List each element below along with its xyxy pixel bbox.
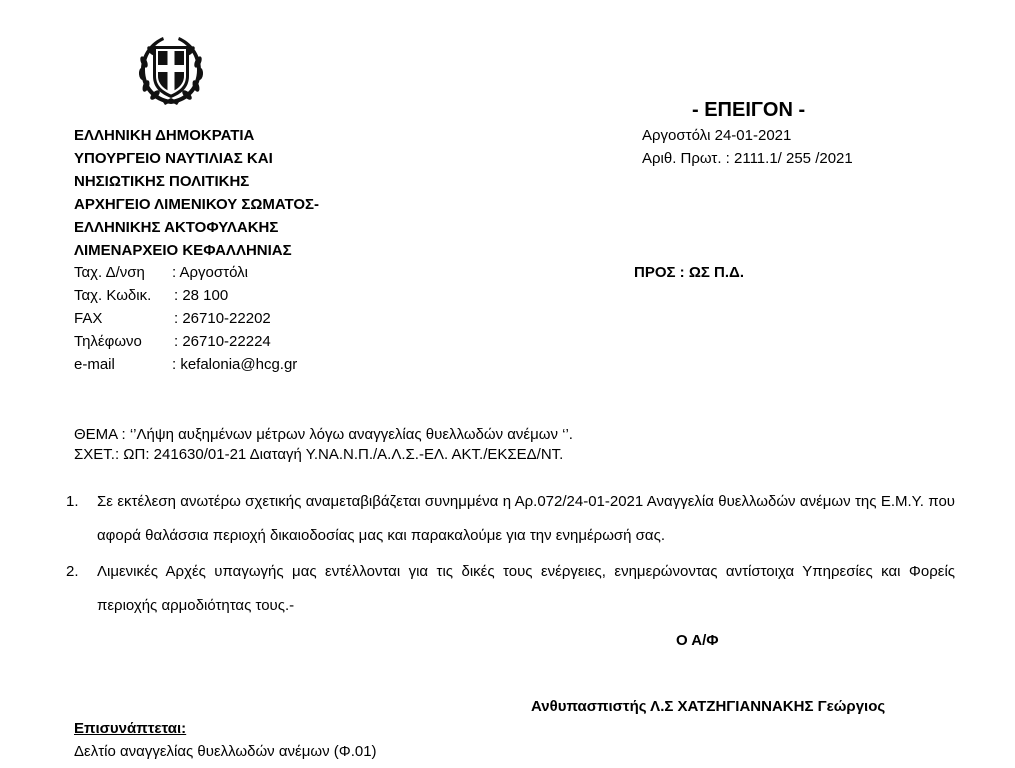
paragraph-text: Σε εκτέλεση ανωτέρω σχετικής αναμεταβιβάζεται συνημμένα η Αρ.072/24-01-2021 Αναγγελία θυελλωδών ανέμων της Ε.Μ.Υ. που αφορά θαλάσσια περιοχή δικαιοδοσίας μας και παρακαλούμε για την ενημέρωσή σας. bbox=[97, 493, 955, 544]
attachment-item: Δελτίο αναγγελίας θυελλωδών ανέμων (Φ.01) bbox=[74, 743, 377, 760]
sender-line: ΥΠΟΥΡΓΕΙΟ ΝΑΥΤΙΛΙΑΣ ΚΑΙ bbox=[74, 150, 273, 167]
recipient: ΠΡΟΣ : ΩΣ Π.Δ. bbox=[634, 264, 744, 281]
email-link[interactable]: : kefalonia@hcg.gr bbox=[172, 356, 298, 373]
contact-label: Ταχ. Κωδικ. bbox=[74, 287, 152, 304]
contact-value: : 28 100 bbox=[174, 287, 229, 304]
sender-line: ΝΗΣΙΩΤΙΚΗΣ ΠΟΛΙΤΙΚΗΣ bbox=[74, 173, 250, 190]
reference-line: ΣΧΕΤ.: ΩΠ: 241630/01-21 Διαταγή Υ.ΝΑ.Ν.Π./Α.Λ.Σ.-ΕΛ. ΑΚΤ./ΕΚΣΕΔ/ΝΤ. bbox=[74, 446, 564, 463]
paragraph-number: 1. bbox=[66, 493, 79, 510]
subject-line: ΘΕΜΑ : ‘’Λήψη αυξημένων μέτρων λόγω αναγγελίας θυελλωδών ανέμων ‘’. bbox=[74, 426, 573, 443]
signature-title: Ο Α/Φ bbox=[676, 632, 719, 649]
place-date: Αργοστόλι 24-01-2021 bbox=[642, 127, 792, 144]
contact-value: : 26710-22224 bbox=[174, 333, 271, 350]
contact-label: Ταχ. Δ/νση bbox=[74, 264, 145, 281]
paragraph-number: 2. bbox=[66, 563, 79, 580]
protocol-number: Αριθ. Πρωτ. : 2111.1/ 255 /2021 bbox=[642, 150, 853, 167]
urgent-stamp: - ΕΠΕΙΓΟΝ - bbox=[692, 99, 806, 121]
sender-line: ΕΛΛΗΝΙΚΗ ΔΗΜΟΚΡΑΤΙΑ bbox=[74, 127, 255, 144]
contact-label: Τηλέφωνο bbox=[74, 333, 142, 350]
contact-value: : Αργοστόλι bbox=[172, 264, 248, 281]
paragraph-text: Λιμενικές Αρχές υπαγωγής μας εντέλλονται για τις δικές τους ενέργειες, ενημερώνοντας αντίστοιχα Υπηρεσίες και Φορείς περιοχής αρμοδιότητας τους.- bbox=[97, 563, 955, 614]
contact-label: e-mail bbox=[74, 356, 115, 373]
contact-value: : 26710-22202 bbox=[174, 310, 271, 327]
signature-name: Ανθυπασπιστής Λ.Σ ΧΑΤΖΗΓΙΑΝΝΑΚΗΣ Γεώργιος bbox=[531, 698, 886, 715]
attachments-heading: Επισυνάπτεται: bbox=[74, 720, 187, 737]
contact-label: FAX bbox=[74, 310, 103, 327]
sender-line: ΛΙΜΕΝΑΡΧΕΙΟ ΚΕΦΑΛΛΗΝΙΑΣ bbox=[74, 242, 292, 259]
greek-emblem-icon bbox=[133, 32, 209, 108]
sender-line: ΕΛΛΗΝΙΚΗΣ ΑΚΤΟΦΥΛΑΚΗΣ bbox=[74, 219, 279, 236]
sender-line: ΑΡΧΗΓΕΙΟ ΛΙΜΕΝΙΚΟΥ ΣΩΜΑΤΟΣ- bbox=[74, 196, 320, 213]
